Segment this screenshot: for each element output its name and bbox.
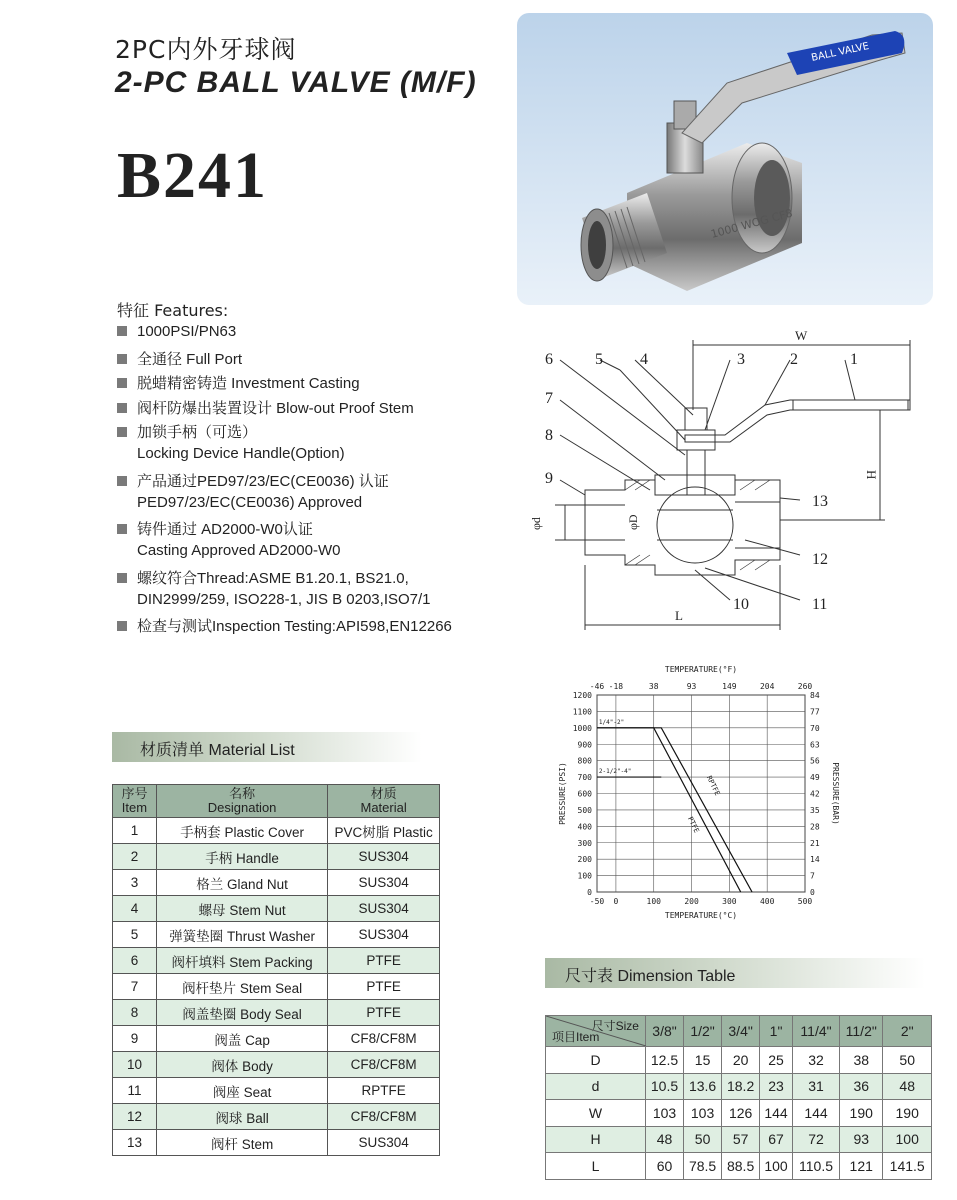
table-header-row (546, 1016, 932, 1047)
y-tick-label: 1100 (572, 707, 592, 717)
series-size-label: 1/4"-2" (598, 718, 625, 726)
dim-label-l: L (675, 608, 683, 623)
technical-drawing (525, 330, 945, 635)
y-tick-label: 200 (577, 855, 592, 865)
dimension-table-header (545, 958, 925, 988)
y2-tick-label: 21 (810, 838, 820, 848)
part-label-13: 13 (812, 493, 828, 510)
table-row: 7 阀杆垫片 Stem Seal PTFE (113, 974, 440, 1000)
bullet-icon (117, 573, 127, 583)
y-tick-label: 300 (577, 838, 592, 848)
table-row: 13 阀杆 Stem SUS304 (113, 1130, 440, 1156)
y-tick-label: 600 (577, 789, 592, 799)
series-name-label: RPTFE (704, 774, 722, 797)
bullet-icon (117, 403, 127, 413)
bullet-icon (117, 326, 127, 336)
y-tick-label: 500 (577, 805, 592, 815)
handle-text: BALL VALVE (810, 40, 871, 64)
table-row: 11 阀座 Seat RPTFE (113, 1078, 440, 1104)
part-label-11: 11 (812, 596, 828, 613)
header-size: 11/2" (840, 1016, 883, 1047)
title-english: 2-PC BALL VALVE (M/F) (115, 66, 477, 99)
feature-item: 脱蜡精密铸造 Investment Casting (117, 372, 360, 393)
part-label-10: 10 (733, 596, 749, 613)
header-size: 1" (760, 1016, 793, 1047)
x-tick-label: 0 (613, 897, 619, 906)
header-size: 11/4" (792, 1016, 839, 1047)
table-row: W 103 103 126 144 144 190 190 (546, 1100, 932, 1127)
x-tick-label: 500 (797, 897, 813, 906)
bullet-icon (117, 354, 127, 364)
series-name-label: PTFE (685, 815, 701, 835)
x-top-tick-label: 204 (759, 682, 775, 691)
feature-item-continued: Locking Device Handle(Option) (137, 445, 345, 462)
table-row: 8 阀盖垫圈 Body Seal PTFE (113, 1000, 440, 1026)
table-row: 9 阀盖 Cap CF8/CF8M (113, 1026, 440, 1052)
part-label-5: 5 (595, 351, 603, 368)
table-row: d 10.5 13.6 18.2 23 31 36 48 (546, 1073, 932, 1100)
table-row: 4 螺母 Stem Nut SUS304 (113, 896, 440, 922)
feature-item-continued: Casting Approved AD2000-W0 (137, 542, 341, 559)
y-tick-label: 400 (577, 822, 592, 832)
y-tick-label: 0 (587, 888, 592, 897)
y2-tick-label: 42 (810, 789, 820, 799)
y-tick-label: 1200 (572, 691, 592, 700)
table-row: 10 阀体 Body CF8/CF8M (113, 1052, 440, 1078)
y-tick-label: 800 (577, 756, 592, 766)
x-tick-label: 300 (722, 897, 737, 906)
table-row: 6 阀杆填料 Stem Packing PTFE (113, 948, 440, 974)
y2-axis-label: PRESSURE(BAR) (831, 762, 840, 825)
y2-tick-label: 84 (810, 691, 820, 700)
bullet-icon (117, 378, 127, 388)
y-tick-label: 100 (577, 871, 592, 881)
bullet-icon (117, 476, 127, 486)
feature-item-continued: PED97/23/EC(CE0036) Approved (137, 494, 363, 511)
part-label-6: 6 (545, 351, 553, 368)
y2-tick-label: 35 (810, 805, 820, 815)
feature-item: 加锁手柄（可选） (117, 421, 257, 442)
bullet-icon (117, 621, 127, 631)
y-tick-label: 900 (577, 740, 592, 750)
table-row: H 48 50 57 67 72 93 100 (546, 1126, 932, 1153)
y-tick-label: 1000 (572, 723, 592, 733)
feature-item: 阀杆防爆出装置设计 Blow-out Proof Stem (117, 397, 414, 418)
dim-label-d: φd (529, 517, 543, 530)
y2-tick-label: 70 (810, 723, 820, 733)
feature-item: 1000PSI/PN63 (117, 323, 236, 340)
body-marking: 1000 WOG CF8 (709, 206, 794, 241)
x-tick-label: 200 (684, 897, 699, 906)
y2-tick-label: 63 (810, 740, 820, 750)
x-top-tick-label: 260 (797, 682, 813, 691)
x-top-tick-label: 93 (686, 682, 697, 691)
material-table (112, 784, 440, 1156)
part-label-8: 8 (545, 427, 553, 444)
y2-tick-label: 0 (810, 888, 815, 897)
bullet-icon (117, 524, 127, 534)
x-top-tick-label: 38 (648, 682, 659, 691)
feature-item: 铸件通过 AD2000-W0认证 (117, 518, 313, 539)
header-size: 2" (883, 1016, 932, 1047)
header-size: 3/8" (646, 1016, 684, 1047)
y-axis-label: PRESSURE(PSI) (558, 762, 567, 825)
series-size-label: 2-1/2"-4" (598, 768, 632, 776)
table-row: 5 弹簧垫圈 Thrust Washer SUS304 (113, 922, 440, 948)
material-list-title: 材质清单 Material List (140, 742, 295, 759)
feature-item: 螺纹符合Thread:ASME B1.20.1, BS21.0, (117, 567, 409, 588)
y2-tick-label: 56 (810, 756, 820, 766)
table-row: 12 阀球 Ball CF8/CF8M (113, 1104, 440, 1130)
y2-tick-label: 77 (810, 707, 820, 717)
part-label-2: 2 (790, 351, 798, 368)
x-top-tick-label: -18 (608, 682, 624, 691)
x-axis-label: TEMPERATURE(°C) (664, 911, 738, 920)
part-label-1: 1 (850, 351, 858, 368)
chart-title: TEMPERATURE(°F) (664, 665, 738, 674)
dimension-table (545, 1015, 932, 1180)
y2-tick-label: 14 (810, 855, 820, 865)
x-top-tick-label: 149 (722, 682, 737, 691)
x-tick-label: -50 (589, 897, 605, 906)
model-number: B241 (117, 139, 269, 212)
title-chinese: 2PC内外牙球阀 (115, 35, 297, 64)
feature-item: 检查与测试Inspection Testing:API598,EN12266 (117, 615, 452, 636)
dim-label-D: φD (626, 514, 640, 530)
x-tick-label: 100 (646, 897, 661, 906)
dim-label-h: H (864, 470, 879, 480)
header-item: 序号 Item (113, 785, 157, 818)
y2-tick-label: 28 (810, 822, 820, 832)
part-label-9: 9 (545, 470, 553, 487)
y-tick-label: 700 (577, 773, 592, 783)
x-tick-label: 400 (759, 897, 775, 906)
y2-tick-label: 49 (810, 773, 820, 783)
x-top-tick-label: -46 (589, 682, 605, 691)
part-label-12: 12 (812, 551, 828, 568)
part-label-7: 7 (545, 390, 553, 407)
table-header-row (113, 785, 440, 818)
feature-item: 产品通过PED97/23/EC(CE0036) 认证 (117, 470, 389, 491)
header-size: 3/4" (722, 1016, 760, 1047)
part-label-4: 4 (640, 351, 648, 368)
y2-tick-label: 7 (810, 871, 815, 881)
table-row: 1 手柄套 Plastic Cover PVC树脂 Plastic (113, 818, 440, 844)
dim-label-w: W (795, 330, 808, 343)
header-material: 材质 Material (328, 785, 440, 818)
header-corner: 尺寸Size 项目Item (546, 1016, 646, 1047)
features-heading: 特征 Features: (117, 301, 229, 320)
pressure-temperature-chart (555, 660, 845, 935)
dimension-table-title: 尺寸表 Dimension Table (565, 968, 736, 985)
header-designation: 名称 Designation (156, 785, 327, 818)
header-size: 1/2" (684, 1016, 722, 1047)
feature-item: 全通径 Full Port (117, 348, 242, 369)
feature-item-continued: DIN2999/259, ISO228-1, JIS B 0203,ISO7/1 (137, 591, 431, 608)
table-row: 3 格兰 Gland Nut SUS304 (113, 870, 440, 896)
product-photo (517, 13, 933, 305)
table-row: 2 手柄 Handle SUS304 (113, 844, 440, 870)
bullet-icon (117, 427, 127, 437)
table-row: D 12.5 15 20 25 32 38 50 (546, 1047, 932, 1074)
table-row: L 60 78.5 88.5 100 110.5 121 141.5 (546, 1153, 932, 1180)
part-label-3: 3 (737, 351, 745, 368)
material-list-header (112, 732, 422, 762)
